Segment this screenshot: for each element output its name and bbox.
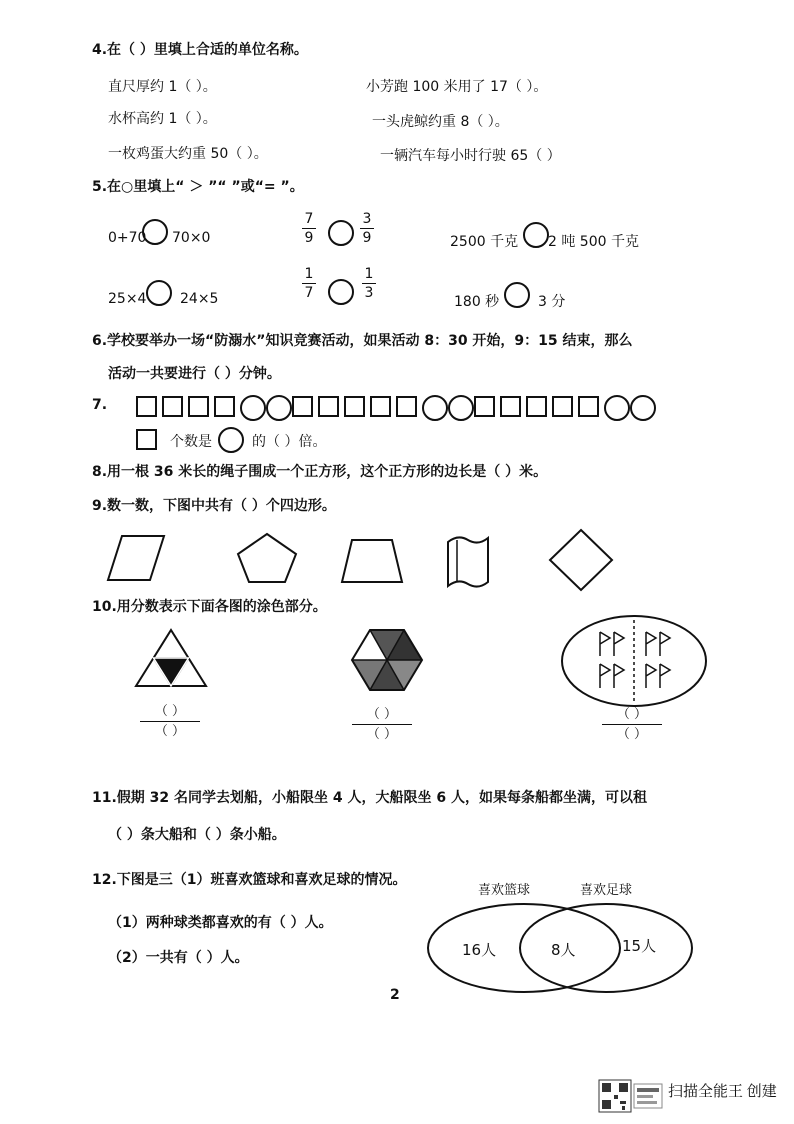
diamond-icon (548, 528, 614, 592)
q5-title: 5.在○里填上“ ＞ ”“ ”或“= ”。 (92, 179, 304, 195)
denominator: 3 (364, 285, 374, 301)
circle-icon (448, 395, 474, 421)
q5-c-left: 2500 千克 (450, 234, 519, 250)
trapezoid-icon (340, 538, 404, 584)
numerator: 1 (364, 266, 374, 282)
denominator: 7 (304, 285, 314, 301)
q10-answer-3[interactable] (602, 707, 662, 742)
q8-text: 8.用一根 36 米长的绳子围成一个正方形，这个正方形的边长是（ ）米。 (92, 464, 548, 480)
numerator-blank: （ ） (154, 704, 186, 719)
q4-item-3: 水杯高约 1（ ）。 (108, 111, 217, 127)
fraction-1-3 (362, 266, 376, 301)
denominator: 9 (362, 230, 372, 246)
compare-circle[interactable] (146, 280, 172, 306)
q7-text-count: 个数是 (170, 434, 212, 450)
q12-sub1: （1）两种球类都喜欢的有（ ）人。 (108, 915, 333, 931)
venn-label-football: 喜欢足球 (580, 883, 633, 898)
square-icon (162, 396, 183, 417)
square-icon (552, 396, 573, 417)
numerator-blank: （ ） (366, 707, 398, 722)
venn-only-basketball: 16人 (462, 941, 497, 959)
q4-title: 4.在（ ）里填上合适的单位名称。 (92, 42, 308, 58)
q5-a-right: 70×0 (172, 230, 211, 246)
triangle-figure-icon (134, 628, 208, 688)
flags-ellipse-icon (560, 614, 708, 708)
q12-sub2: （2）一共有（ ）人。 (108, 950, 249, 966)
q7-text-times: 的（ ）倍。 (252, 434, 327, 450)
q5-d-left: 25×4 (108, 291, 147, 307)
venn-both: 8人 (551, 941, 576, 959)
q9-title: 9.数一数，下图中共有（ ）个四边形。 (92, 498, 336, 514)
square-icon (214, 396, 235, 417)
compare-circle[interactable] (504, 282, 530, 308)
fraction-1-7 (302, 266, 316, 301)
square-icon (136, 429, 157, 450)
compare-circle[interactable] (328, 220, 354, 246)
denominator-blank: （ ） (616, 727, 648, 742)
fraction-7-9 (302, 211, 316, 246)
q12-title: 12.下图是三（1）班喜欢篮球和喜欢足球的情况。 (92, 872, 407, 888)
watermark-text: 扫描全能王 创建 (668, 1084, 777, 1100)
camscanner-logo-icon (633, 1083, 663, 1109)
numerator: 1 (304, 266, 314, 282)
q4-item-1: 直尺厚约 1（ ）。 (108, 79, 217, 95)
curved-shape-icon (444, 534, 490, 590)
q10-answer-1[interactable] (140, 704, 200, 739)
circle-icon (218, 427, 244, 453)
q5-c-right: 2 吨 500 千克 (548, 234, 639, 250)
square-icon (344, 396, 365, 417)
q10-answer-2[interactable] (352, 707, 412, 742)
q4-item-4: 一头虎鲸约重 8（ ）。 (372, 114, 509, 130)
venn-label-basketball: 喜欢篮球 (478, 883, 531, 898)
qr-logo-icon (598, 1079, 632, 1113)
q4-item-5: 一枚鸡蛋大约重 50（ ）。 (108, 146, 268, 162)
square-icon (370, 396, 391, 417)
page-number: 2 (390, 987, 400, 1003)
venn-only-football: 15人 (622, 937, 657, 955)
pentagon-icon (236, 532, 298, 584)
square-icon (292, 396, 313, 417)
square-icon (500, 396, 521, 417)
square-icon (318, 396, 339, 417)
compare-circle[interactable] (142, 219, 168, 245)
compare-circle[interactable] (523, 222, 549, 248)
q6-line2: 活动一共要进行（ ）分钟。 (108, 366, 281, 382)
circle-icon (240, 395, 266, 421)
fraction-3-9 (360, 211, 374, 246)
q5-d-right: 24×5 (180, 291, 219, 307)
circle-icon (604, 395, 630, 421)
square-icon (136, 396, 157, 417)
circle-icon (422, 395, 448, 421)
parallelogram-icon (106, 534, 166, 582)
square-icon (188, 396, 209, 417)
circle-icon (630, 395, 656, 421)
circle-icon (266, 395, 292, 421)
q4-item-6: 一辆汽车每小时行驶 65（ ） (380, 148, 561, 164)
square-icon (578, 396, 599, 417)
q10-title: 10.用分数表示下面各图的涂色部分。 (92, 599, 327, 615)
q5-a-left: 0+70 (108, 230, 147, 246)
q4-item-2: 小芳跑 100 米用了 17（ ）。 (366, 79, 548, 95)
q6-line1: 6.学校要举办一场“防溺水”知识竞赛活动，如果活动 8：30 开始，9：15 结束，那么 (92, 333, 633, 349)
square-icon (474, 396, 495, 417)
denominator: 9 (304, 230, 314, 246)
numerator-blank: （ ） (616, 707, 648, 722)
denominator-blank: （ ） (154, 724, 186, 739)
square-icon (526, 396, 547, 417)
denominator-blank: （ ） (366, 727, 398, 742)
q5-f-right: 3 分 (538, 294, 566, 310)
q7-number: 7. (92, 397, 108, 413)
numerator: 7 (304, 211, 314, 227)
q11-line2: （ ）条大船和（ ）条小船。 (108, 827, 286, 843)
numerator: 3 (362, 211, 372, 227)
hexagon-figure-icon (350, 628, 424, 692)
compare-circle[interactable] (328, 279, 354, 305)
q5-f-left: 180 秒 (454, 294, 500, 310)
q11-line1: 11.假期 32 名同学去划船，小船限坐 4 人，大船限坐 6 人，如果每条船都坐满，可以租 (92, 790, 648, 806)
square-icon (396, 396, 417, 417)
